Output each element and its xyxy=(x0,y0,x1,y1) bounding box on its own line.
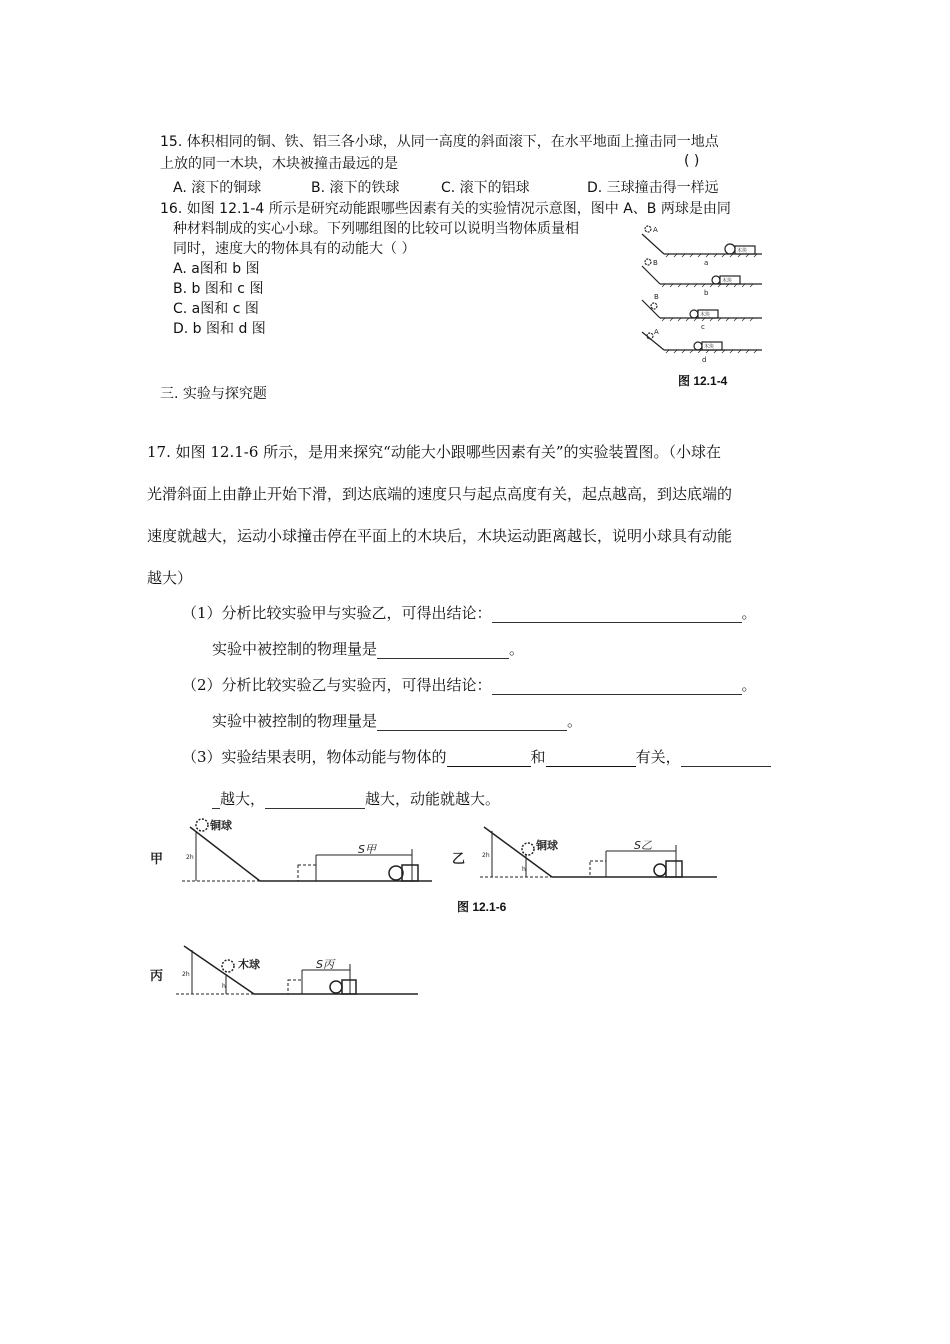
q17-part2-control-prompt: 实验中被控制的物理量是 xyxy=(212,712,378,730)
q17-line1: 17. 如图 12.1-6 所示，是用来探究“动能大小跟哪些因素有关”的实验装置图。（小球在 xyxy=(147,443,722,461)
q17-part2-control-line xyxy=(212,710,582,731)
q17-part1-period: 。 xyxy=(741,604,757,622)
q16-line2: 种材料制成的实心小球。下列哪组图的比较可以说明当物体质量相 xyxy=(173,221,579,237)
q17-line2: 光滑斜面上由静止开始下滑，到达底端的速度只与起点高度有关，起点越高，到达底端的 xyxy=(147,485,733,503)
q15-option-b: B. 滚下的铁球 xyxy=(311,180,400,196)
q17-part2-line xyxy=(182,674,757,695)
q15-option-c: C. 滚下的铝球 xyxy=(441,180,530,196)
fig4-block-label-c: 木块 xyxy=(700,312,711,318)
q17-part3-prompt: （3）实验结果表明，物体动能与物体的 xyxy=(182,748,447,766)
q17-part1-control-prompt: 实验中被控制的物理量是 xyxy=(212,640,378,658)
figure-jia xyxy=(150,815,435,890)
section-3-title: 三. 实验与探究题 xyxy=(160,386,267,402)
figure-yi xyxy=(452,815,720,890)
fig-jia-label: 甲 xyxy=(150,852,164,867)
q17-part1-line xyxy=(182,602,757,623)
fig4-label-panel-c: c xyxy=(701,323,705,331)
q17-part2-control-period: 。 xyxy=(567,712,583,730)
fig-yi-distance-label: S乙 xyxy=(634,839,652,852)
q17-part1-control-period: 。 xyxy=(509,640,525,658)
fig4-label-panel-d: d xyxy=(702,356,707,364)
q16-line3: 同时，速度大的物体具有的动能大（ ） xyxy=(173,241,416,257)
q17-part1-control-line xyxy=(212,638,524,659)
q17-part3-and: 和 xyxy=(530,748,546,766)
q17-part1-conclusion-blank[interactable] xyxy=(492,604,742,623)
fig4-block-label-b: 木块 xyxy=(722,278,733,284)
fig4-label-panel-b: b xyxy=(704,289,709,297)
q15-line1: 15. 体积相同的铜、铁、铝三各小球，从同一高度的斜面滚下，在水平地面上撞击同一地点 xyxy=(160,134,719,150)
fig-bing-low-label: h xyxy=(222,983,226,990)
q17-part2-prompt: （2）分析比较实验乙与实验丙，可得出结论： xyxy=(182,676,492,694)
q17-part3-bigger2: 越大，动能就越大。 xyxy=(365,790,501,808)
fig-jia-height-label: 2h xyxy=(186,854,194,861)
q17-part3-blank-1[interactable] xyxy=(447,748,531,767)
fig4-label-ball-b: B xyxy=(653,259,658,267)
fig-jia-distance-label: S甲 xyxy=(358,843,376,856)
q17-part2-conclusion-blank[interactable] xyxy=(492,676,742,695)
fig4-label-ball-a: A xyxy=(653,226,658,234)
q16-option-c: C. a图和 c 图 xyxy=(173,301,259,317)
q17-part3-blank-3b[interactable] xyxy=(212,790,220,809)
q17-part2-period: 。 xyxy=(741,676,757,694)
fig-yi-label: 乙 xyxy=(452,852,466,867)
q17-part3-blank-3[interactable] xyxy=(681,748,771,767)
fig-jia-ball-label: 铜球 xyxy=(210,819,232,832)
q17-line4: 越大） xyxy=(147,569,193,587)
fig-bing-distance-label: S丙 xyxy=(316,958,334,971)
fig4-label-panel-a: a xyxy=(704,259,709,267)
q17-part3-blank-4[interactable] xyxy=(265,790,365,809)
q17-part2-control-blank[interactable] xyxy=(377,712,567,731)
fig4-label-ball-c: B xyxy=(654,293,659,301)
q16-option-d: D. b 图和 d 图 xyxy=(173,321,266,337)
q16-line1: 16. 如图 12.1-4 所示是研究动能跟哪些因素有关的实验情况示意图，图中 A、B 两球是由同 xyxy=(160,201,731,217)
fig-bing-ball-label: 木球 xyxy=(238,958,260,971)
q17-part1-control-blank[interactable] xyxy=(377,640,509,659)
q17-line3: 速度就越大，运动小球撞击停在平面上的木块后，木块运动距离越长，说明小球具有动能 xyxy=(147,527,733,545)
q17-part3-related: 有关， xyxy=(635,748,681,766)
q16-option-b: B. b 图和 c 图 xyxy=(173,281,264,297)
fig4-label-ball-d: A xyxy=(654,328,659,336)
figure-12-1-4 xyxy=(636,222,766,370)
q17-part1-prompt: （1）分析比较实验甲与实验乙，可得出结论： xyxy=(182,604,492,622)
figure-bing xyxy=(150,936,422,1000)
fig-bing-height-label: 2h xyxy=(182,971,190,978)
q15-option-d: D. 三球撞击得一样远 xyxy=(587,180,719,196)
q17-part3-line2 xyxy=(212,788,500,809)
fig-yi-low-label: h xyxy=(522,866,526,873)
q17-part3-bigger1: 越大， xyxy=(220,790,266,808)
q15-line2: 上放的同一木块，木块被撞击最远的是 xyxy=(160,156,398,172)
fig-bing-label: 丙 xyxy=(150,969,164,984)
fig-yi-height-label: 2h xyxy=(482,852,490,859)
q16-option-a: A. a图和 b 图 xyxy=(173,261,260,277)
fig4-block-label-a: 木块 xyxy=(737,248,748,254)
q15-option-a: A. 滚下的铜球 xyxy=(173,180,262,196)
q17-part3-blank-2[interactable] xyxy=(546,748,636,767)
figure-12-1-6-caption: 图 12.1-6 xyxy=(457,900,507,914)
fig4-block-label-d: 木块 xyxy=(704,344,715,350)
fig-yi-ball-label: 铜球 xyxy=(536,839,558,852)
figure-12-1-4-caption: 图 12.1-4 xyxy=(678,374,728,388)
q15-answer-paren: ( ) xyxy=(684,153,700,169)
q17-part3-line xyxy=(182,746,771,767)
